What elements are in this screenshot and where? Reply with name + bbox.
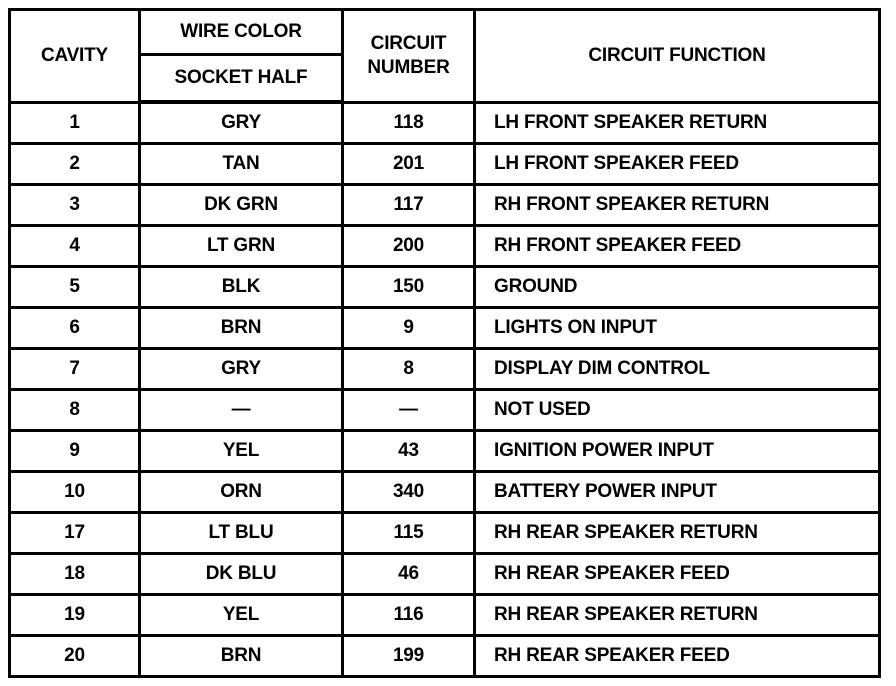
wire-color-cell: YEL xyxy=(140,431,343,472)
cavity-cell: 5 xyxy=(10,267,140,308)
wire-color-cell: GRY xyxy=(140,102,343,144)
table-body xyxy=(10,102,880,677)
cavity-cell: 18 xyxy=(10,554,140,595)
circuit-function-cell: NOT USED xyxy=(475,390,880,431)
wire-color-cell: YEL xyxy=(140,595,343,636)
cavity-cell: 6 xyxy=(10,308,140,349)
wire-color-cell: DK GRN xyxy=(140,185,343,226)
table-row xyxy=(10,267,880,308)
circuit-number-cell: 116 xyxy=(343,595,475,636)
table-row xyxy=(10,513,880,554)
circuit-function-cell: LIGHTS ON INPUT xyxy=(475,308,880,349)
wire-color-cell: DK BLU xyxy=(140,554,343,595)
table-row xyxy=(10,349,880,390)
header-wire-color: WIRE COLOR xyxy=(140,10,343,55)
circuit-function-cell: RH FRONT SPEAKER RETURN xyxy=(475,185,880,226)
wire-color-cell: GRY xyxy=(140,349,343,390)
circuit-number-cell: 43 xyxy=(343,431,475,472)
connector-table-container xyxy=(8,8,878,678)
circuit-number-cell: 201 xyxy=(343,144,475,185)
circuit-function-cell: RH REAR SPEAKER RETURN xyxy=(475,513,880,554)
table-row xyxy=(10,390,880,431)
cavity-cell: 20 xyxy=(10,636,140,677)
circuit-number-cell: 9 xyxy=(343,308,475,349)
cavity-cell: 3 xyxy=(10,185,140,226)
cavity-cell: 19 xyxy=(10,595,140,636)
wire-color-cell: BRN xyxy=(140,636,343,677)
circuit-function-cell: RH FRONT SPEAKER FEED xyxy=(475,226,880,267)
table-row xyxy=(10,554,880,595)
cavity-cell: 10 xyxy=(10,472,140,513)
circuit-number-cell: 46 xyxy=(343,554,475,595)
header-circuit-number xyxy=(343,10,475,103)
connector-pinout-table xyxy=(8,8,881,678)
table-header xyxy=(10,10,880,103)
circuit-number-cell: 199 xyxy=(343,636,475,677)
table-row xyxy=(10,226,880,267)
circuit-function-cell: GROUND xyxy=(475,267,880,308)
wire-color-cell: BRN xyxy=(140,308,343,349)
circuit-function-cell: BATTERY POWER INPUT xyxy=(475,472,880,513)
wire-color-cell: LT BLU xyxy=(140,513,343,554)
circuit-number-cell: — xyxy=(343,390,475,431)
circuit-number-cell: 115 xyxy=(343,513,475,554)
cavity-cell: 4 xyxy=(10,226,140,267)
header-circuit-function: CIRCUIT FUNCTION xyxy=(475,10,880,103)
table-row xyxy=(10,472,880,513)
table-row xyxy=(10,185,880,226)
table-row xyxy=(10,308,880,349)
circuit-number-cell: 117 xyxy=(343,185,475,226)
cavity-cell: 9 xyxy=(10,431,140,472)
circuit-function-cell: RH REAR SPEAKER RETURN xyxy=(475,595,880,636)
cavity-cell: 2 xyxy=(10,144,140,185)
wire-color-cell: LT GRN xyxy=(140,226,343,267)
circuit-function-cell: RH REAR SPEAKER FEED xyxy=(475,636,880,677)
table-row xyxy=(10,595,880,636)
circuit-number-cell: 118 xyxy=(343,102,475,144)
circuit-number-cell: 8 xyxy=(343,349,475,390)
table-row xyxy=(10,144,880,185)
wire-color-cell: TAN xyxy=(140,144,343,185)
wire-color-cell: ORN xyxy=(140,472,343,513)
circuit-function-cell: DISPLAY DIM CONTROL xyxy=(475,349,880,390)
header-socket-half: SOCKET HALF xyxy=(140,55,343,103)
wire-color-cell: — xyxy=(140,390,343,431)
header-circuit-number-line2: NUMBER xyxy=(367,56,450,78)
table-row xyxy=(10,102,880,144)
circuit-number-cell: 200 xyxy=(343,226,475,267)
wire-color-cell: BLK xyxy=(140,267,343,308)
circuit-function-cell: LH FRONT SPEAKER FEED xyxy=(475,144,880,185)
circuit-function-cell: IGNITION POWER INPUT xyxy=(475,431,880,472)
cavity-cell: 7 xyxy=(10,349,140,390)
cavity-cell: 17 xyxy=(10,513,140,554)
table-row xyxy=(10,431,880,472)
header-cavity: CAVITY xyxy=(10,10,140,103)
table-row xyxy=(10,636,880,677)
cavity-cell: 1 xyxy=(10,102,140,144)
cavity-cell: 8 xyxy=(10,390,140,431)
circuit-number-cell: 340 xyxy=(343,472,475,513)
circuit-number-cell: 150 xyxy=(343,267,475,308)
header-circuit-number-line1: CIRCUIT xyxy=(370,32,447,54)
circuit-function-cell: LH FRONT SPEAKER RETURN xyxy=(475,102,880,144)
circuit-function-cell: RH REAR SPEAKER FEED xyxy=(475,554,880,595)
